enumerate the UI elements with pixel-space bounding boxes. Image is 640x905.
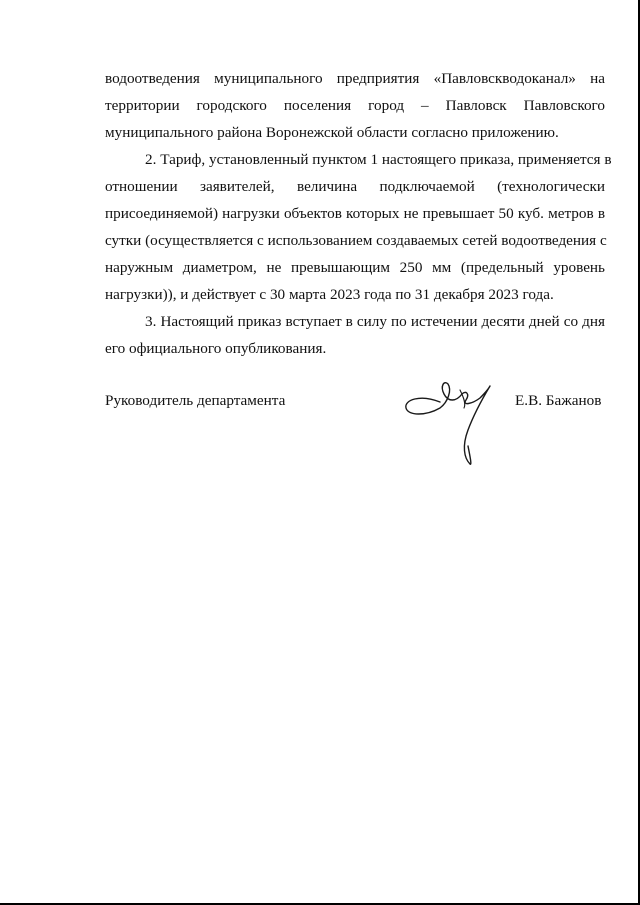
paragraph-3-line-1: 3. Настоящий приказ вступает в силу по истечении десяти дней со дня: [145, 313, 605, 330]
paragraph-3-line-2: его официального опубликования.: [105, 340, 327, 357]
signatory-name: Е.В. Бажанов: [515, 392, 602, 409]
paragraph-2-line-5: наружным диаметром, не превышающим 250 мм (предельный уровень: [105, 259, 605, 276]
paragraph-1-line-3: муниципального района Воронежской области согласно приложению.: [105, 124, 559, 141]
paragraph-2-line-4: сутки (осуществляется с использованием создаваемых сетей водоотведения с: [105, 232, 607, 249]
signatory-title: Руководитель департамента: [105, 392, 286, 409]
handwritten-signature: [400, 372, 510, 472]
paragraph-2-line-3: присоединяемой) нагрузки объектов которых не превышает 50 куб. метров в: [105, 205, 605, 222]
paragraph-2-line-1: 2. Тариф, установленный пунктом 1 настоящего приказа, применяется в: [145, 151, 612, 168]
paragraph-1-line-1: водоотведения муниципального предприятия «Павловскводоканал» на: [105, 70, 605, 87]
paragraph-2-line-6: нагрузки)), и действует с 30 марта 2023 года по 31 декабря 2023 года.: [105, 286, 554, 303]
paragraph-1-line-2: территории городского поселения город – Павловск Павловского: [105, 97, 605, 114]
paragraph-2-line-2: отношении заявителей, величина подключаемой (технологически: [105, 178, 605, 195]
